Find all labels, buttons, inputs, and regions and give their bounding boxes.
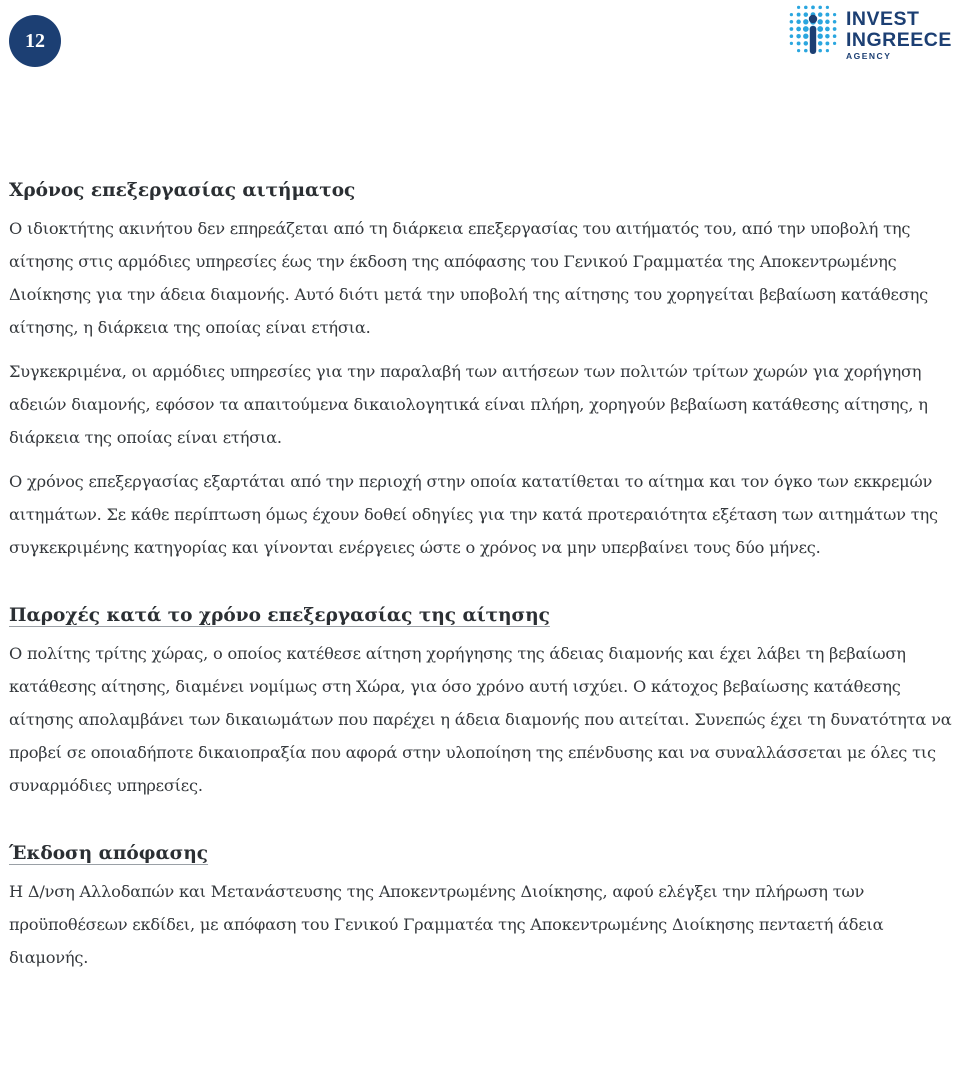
invest-in-greece-logo bbox=[782, 2, 954, 64]
section-benefits bbox=[9, 595, 954, 802]
page-number-badge bbox=[9, 15, 61, 67]
paragraph: Ο ιδιοκτήτης ακινήτου δεν επηρεάζεται από τη διάρκεια επεξεργασίας του αιτήματός του, από την υποβολή της αίτησης στις αρμόδιες υπηρεσίες έως την έκδοση της απόφασης του Γενικού Γραμματέα της Αποκεντρωμένης Διοίκησης για την άδεια διαμονής. Αυτό διότι μετά την υποβολή της αίτησης του χορηγείται βεβαίωση κατάθεσης αίτησης, η διάρκεια της οποίας είναι ετήσια. bbox=[9, 219, 928, 337]
paragraph: Συγκεκριμένα, οι αρμόδιες υπηρεσίες για την παραλαβή των αιτήσεων των πολιτών τρίτων χωρών για χορήγηση αδειών διαμονής, εφόσον τα απαιτούμενα δικαιολογητικά είναι πλήρη, χορηγούν βεβαίωση κατάθεσης αίτησης, η διάρκεια της οποίας είναι ετήσια. bbox=[9, 362, 928, 447]
paragraph: Η Δ/νση Αλλοδαπών και Μετανάστευσης της Αποκεντρωμένης Διοίκησης, αφού ελέγξει την πλήρωση των προϋποθέσεων εκδίδει, με απόφαση του Γενικού Γραμματέα της Αποκεντρωμένης Διοίκησης πενταετή άδεια διαμονής. bbox=[9, 882, 884, 967]
logo-line-3: AGENCY bbox=[846, 51, 892, 61]
logo-line-2: INGREECE bbox=[846, 28, 952, 51]
logo-wordmark bbox=[846, 10, 952, 61]
document-body bbox=[9, 170, 954, 974]
paragraph: Ο χρόνος επεξεργασίας εξαρτάται από την περιοχή στην οποία κατατίθεται το αίτημα και τον όγκο των εκκρεμών αιτημάτων. Σε κάθε περίπτωση όμως έχουν δοθεί οδηγίες για την κατά προτεραιότητα εξέταση των αιτημάτων της συγκεκριμένης κατηγορίας και γίνονται ενέργειες ώστε ο χρόνος να μην υπερβαίνει τους δύο μήνες. bbox=[9, 472, 938, 557]
section-heading: Έκδοση απόφασης bbox=[9, 843, 209, 864]
section-heading: Παροχές κατά το χρόνο επεξεργασίας της αίτησης bbox=[9, 605, 550, 626]
section-processing-time bbox=[9, 170, 954, 564]
logo-line-1: INVEST bbox=[846, 8, 920, 30]
section-decision bbox=[9, 833, 954, 974]
paragraph: Ο πολίτης τρίτης χώρας, ο οποίος κατέθεσε αίτηση χορήγησης της άδειας διαμονής και έχει λάβει τη βεβαίωση κατάθεσης αίτησης, διαμένει νομίμως στη Χώρα, για όσο χρόνο αυτή ισχύει. Ο κάτοχος βεβαίωσης κατάθεσης αίτησης απολαμβάνει των δικαιωμάτων που παρέχει η άδεια διαμονής που αιτείται. Συνεπώς έχει τη δυνατότητα να προβεί σε οποιαδήποτε δικαιοπραξία που αφορά στην υλοποίηση της επένδυσης και να συναλλάσσεται με όλες τις συναρμόδιες υπηρεσίες. bbox=[9, 644, 952, 795]
logo-dots-icon bbox=[782, 2, 844, 64]
section-heading: Χρόνος επεξεργασίας αιτήματος bbox=[9, 180, 356, 201]
page-number: 12 bbox=[25, 29, 45, 52]
